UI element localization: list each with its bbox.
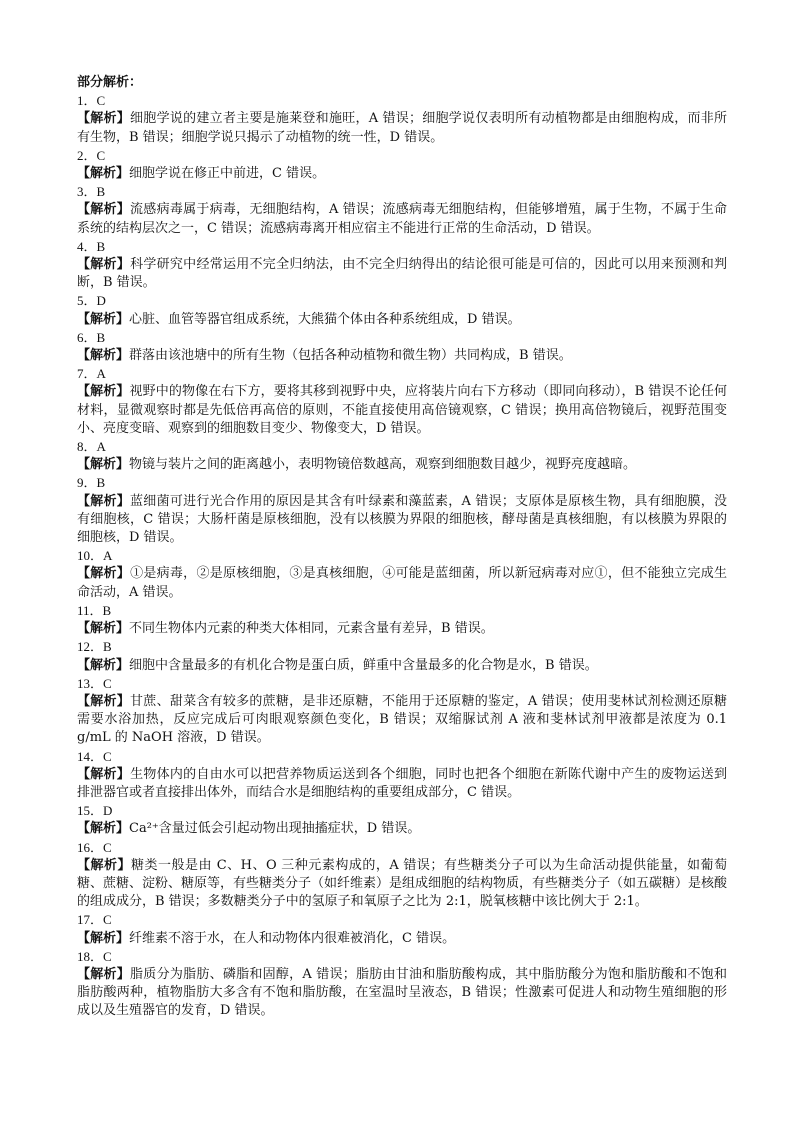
analysis-text: 物镜与装片之间的距离越小，表明物镜倍数越高，观察到细胞数目越少，视野亮度越暗。 (129, 457, 637, 473)
analysis-tag: 【解析】 (77, 202, 131, 218)
analysis-paragraph (77, 820, 727, 838)
analysis-text: 心脏、血管等器官组成系统，大熊猫个体由各种系统组成，D 错误。 (129, 311, 521, 327)
analysis-paragraph (77, 311, 727, 329)
answer-number: 2．C (77, 147, 106, 163)
analysis-text: 群落由该池塘中的所有生物（包括各种动植物和微生物）共同构成，B 错误。 (129, 348, 572, 364)
analysis-text: 科学研究中经常运用不完全归纳法，由不完全归纳得出的结论很可能是可信的，因此可以用来预测和判断，B 错误。 (77, 257, 727, 291)
answer-number: 10．A (77, 548, 113, 564)
analysis-tag: 【解析】 (77, 766, 131, 782)
answer-item (77, 365, 727, 438)
analysis-tag: 【解析】 (77, 348, 130, 364)
analysis-tag: 【解析】 (77, 857, 132, 873)
answer-item (77, 474, 727, 547)
answer-item (77, 547, 727, 602)
analysis-text: 脂质分为脂肪、磷脂和固醇，A 错误；脂肪由甘油和脂肪酸构成，其中脂肪酸分为饱和脂肪酸和不饱和脂肪酸两种，植物脂肪大多含有不饱和脂肪酸，在室温时呈液态，B 错误；性激素可促进人和动物生殖细胞的形成以及生殖器官的发育，D 错误。 (77, 966, 727, 1019)
answer-number: 6．B (77, 329, 106, 345)
answer-number: 5．D (77, 293, 106, 309)
answer-item (77, 438, 727, 474)
answer-number: 7．A (77, 366, 106, 382)
analysis-tag: 【解析】 (77, 821, 130, 837)
analysis-paragraph (77, 565, 727, 601)
answer-item (77, 147, 727, 183)
analysis-tag: 【解析】 (77, 493, 131, 509)
analysis-paragraph (77, 966, 727, 1021)
analysis-tag: 【解析】 (77, 693, 131, 709)
answer-number: 12．B (77, 639, 112, 655)
answer-item (77, 911, 727, 947)
answer-number: 11．B (77, 602, 112, 618)
analysis-text: 流感病毒属于病毒，无细胞结构，A 错误；流感病毒无细胞结构，但能够增殖，属于生物，不属于生命系统的结构层次之一，C 错误；流感病毒离开相应宿主不能进行正常的生命活动，D 错误。 (77, 202, 727, 236)
analysis-tag: 【解析】 (77, 111, 131, 127)
answer-number: 4．B (77, 238, 106, 254)
answer-item (77, 92, 727, 147)
analysis-tag: 【解析】 (77, 930, 130, 946)
answer-item (77, 802, 727, 838)
answer-number: 9．B (77, 475, 106, 491)
analysis-text: 甘蔗、甜菜含有较多的蔗糖，是非还原糖，不能用于还原糖的鉴定，A 错误；使用斐林试剂检测还原糖需要水浴加热，反应完成后可肉眼观察颜色变化，B 错误；双缩脲试剂 A 液和斐林试剂甲液都是浓度为 0.1 g/mL 的 NaOH 溶液，D 错误。 (77, 693, 727, 746)
analysis-tag: 【解析】 (77, 166, 130, 182)
answer-item (77, 948, 727, 1021)
answer-number: 18．C (77, 948, 112, 964)
analysis-text: 纤维素不溶于水，在人和动物体内很难被消化，C 错误。 (129, 930, 456, 946)
analysis-text: Ca²⁺含量过低会引起动物出现抽搐症状，D 错误。 (129, 821, 421, 837)
analysis-paragraph (77, 456, 727, 474)
analysis-paragraph (77, 383, 727, 438)
answer-item (77, 602, 727, 638)
analysis-text: 糖类一般是由 C、H、O 三种元素构成的，A 错误；有些糖类分子可以为生命活动提供能量，如葡萄糖、蔗糖、淀粉、糖原等，有些糖类分子（如纤维素）是组成细胞的结构物质，有些糖类分子（如五碳糖）是核酸的组成成分，B 错误；多数糖类分子中的氢原子和氧原子之比为 2:1，脱氧核糖中该比例大于 2:1。 (77, 857, 728, 910)
answer-number: 16．C (77, 839, 112, 855)
analysis-tag: 【解析】 (77, 384, 130, 400)
analysis-paragraph (77, 620, 727, 638)
answer-item (77, 183, 727, 238)
analysis-text: ①是病毒，②是原核细胞，③是真核细胞，④可能是蓝细菌，所以新冠病毒对应①，但不能独立完成生命活动，A 错误。 (77, 566, 727, 600)
analysis-paragraph (77, 110, 727, 146)
analysis-paragraph (77, 693, 727, 748)
answer-item (77, 675, 727, 748)
analysis-paragraph (77, 493, 727, 548)
answer-item (77, 292, 727, 328)
analysis-text: 蓝细菌可进行光合作用的原因是其含有叶绿素和藻蓝素，A 错误；支原体是原核生物，具有细胞膜，没有细胞核，C 错误；大肠杆菌是原核细胞，没有以核膜为界限的细胞核，酵母菌是真核细胞，有以核膜为界限的细胞核，D 错误。 (77, 493, 727, 546)
analysis-paragraph (77, 347, 727, 365)
analysis-text: 细胞学说的建立者主要是施莱登和施旺，A 错误；细胞学说仅表明所有动植物都是由细胞构成，而非所有生物，B 错误；细胞学说只揭示了动植物的统一性，D 错误。 (77, 111, 727, 145)
answer-number: 13．C (77, 675, 112, 691)
analysis-content (77, 74, 727, 1021)
answer-number: 14．C (77, 748, 112, 764)
analysis-text: 视野中的物像在右下方，要将其移到视野中央，应将装片向右下方移动（即同向移动），B 错误不论任何材料，显微观察时都是先低倍再高倍的原则，不能直接使用高倍镜观察，C 错误；换用高倍物镜后，视野范围变小、亮度变暗、观察到的细胞数目变少、物像变大，D 错误。 (77, 384, 727, 436)
analysis-tag: 【解析】 (77, 566, 131, 582)
analysis-paragraph (77, 857, 727, 912)
answer-item (77, 329, 727, 365)
analysis-tag: 【解析】 (77, 621, 130, 637)
analysis-tag: 【解析】 (77, 657, 130, 673)
answer-item (77, 238, 727, 293)
answer-item (77, 839, 727, 912)
analysis-paragraph (77, 930, 727, 948)
analysis-tag: 【解析】 (77, 457, 130, 473)
answer-number: 8．A (77, 439, 106, 455)
analysis-paragraph (77, 766, 727, 802)
analysis-text: 不同生物体内元素的种类大体相同，元素含量有差异，B 错误。 (129, 621, 494, 637)
answer-number: 15．D (77, 803, 113, 819)
analysis-paragraph (77, 657, 727, 675)
answer-item (77, 748, 727, 803)
analysis-paragraph (77, 165, 727, 183)
answer-number: 17．C (77, 912, 112, 928)
analysis-text: 细胞中含量最多的有机化合物是蛋白质，鲜重中含量最多的化合物是水，B 错误。 (129, 657, 598, 673)
section-heading: 部分解析： (77, 75, 143, 90)
answer-number: 3．B (77, 184, 106, 200)
answer-item (77, 638, 727, 674)
analysis-tag: 【解析】 (77, 257, 131, 273)
analysis-text: 细胞学说在修正中前进，C 错误。 (129, 166, 326, 182)
answer-number: 1．C (77, 93, 106, 109)
analysis-paragraph (77, 201, 727, 237)
analysis-tag: 【解析】 (77, 966, 131, 982)
analysis-paragraph (77, 256, 727, 292)
analysis-text: 生物体内的自由水可以把营养物质运送到各个细胞，同时也把各个细胞在新陈代谢中产生的废物运送到排泄器官或者直接排出体外，而结合水是细胞结构的重要组成部分，C 错误。 (77, 766, 727, 800)
analysis-tag: 【解析】 (77, 311, 130, 327)
